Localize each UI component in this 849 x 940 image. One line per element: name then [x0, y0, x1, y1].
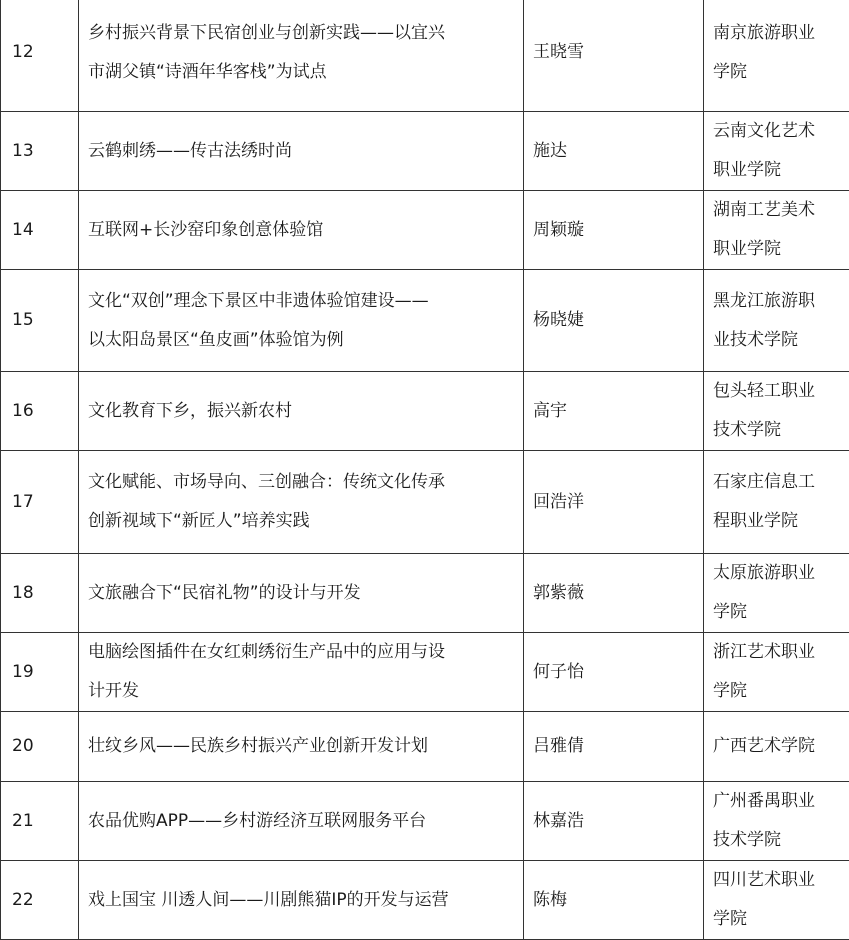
student-name: 吕雅倩: [524, 712, 704, 782]
school-name-line: 学院: [713, 672, 849, 711]
school-name: [704, 712, 849, 782]
student-name: 何子怡: [524, 633, 704, 712]
school-name-line: 云南文化艺术: [713, 112, 849, 151]
row-number: 15: [1, 270, 79, 372]
student-name: 王晓雪: [524, 0, 704, 112]
school-name-line: 南京旅游职业: [713, 14, 849, 53]
project-title-line: 壮纹乡风——民族乡村振兴产业创新开发计划: [88, 727, 523, 766]
project-title-line: 文化教育下乡，振兴新农村: [88, 392, 523, 431]
project-title-line: 以太阳岛景区“鱼皮画”体验馆为例: [88, 321, 523, 360]
project-title-line: 乡村振兴背景下民宿创业与创新实践——以宜兴: [88, 14, 523, 53]
school-name-line: 湖南工艺美术: [713, 191, 849, 230]
project-title-line: 文旅融合下“民宿礼物”的设计与开发: [88, 574, 523, 613]
project-title-line: 计开发: [88, 672, 523, 711]
table-row: [1, 782, 849, 861]
project-title-line: 戏上国宝 川透人间——川剧熊猫IP的开发与运营: [88, 881, 523, 920]
project-title-line: 农品优购APP——乡村游经济互联网服务平台: [88, 802, 523, 841]
school-name: [704, 633, 849, 712]
school-name-line: 技术学院: [713, 411, 849, 450]
project-title: [79, 451, 524, 554]
student-name: 周颖璇: [524, 191, 704, 270]
project-title-line: 云鹤刺绣——传古法绣时尚: [88, 132, 523, 171]
project-title: [79, 112, 524, 191]
school-name-line: 石家庄信息工: [713, 463, 849, 502]
project-title-line: 电脑绘图插件在女红刺绣衍生产品中的应用与设: [88, 633, 523, 672]
project-title: [79, 712, 524, 782]
school-name: [704, 372, 849, 451]
school-name-line: 技术学院: [713, 821, 849, 860]
project-title: [79, 0, 524, 112]
project-title-line: 创新视域下“新匠人”培养实践: [88, 502, 523, 541]
school-name-line: 包头轻工职业: [713, 372, 849, 411]
student-name: 郭紫薇: [524, 554, 704, 633]
school-name: [704, 861, 849, 940]
row-number: 22: [1, 861, 79, 940]
school-name: [704, 0, 849, 112]
project-title-line: 市湖父镇“诗酒年华客栈”为试点: [88, 53, 523, 92]
school-name-line: 学院: [713, 53, 849, 92]
project-title: [79, 191, 524, 270]
school-name-line: 职业学院: [713, 230, 849, 269]
school-name-line: 学院: [713, 593, 849, 632]
table-body: [1, 0, 849, 940]
student-name: 杨晓婕: [524, 270, 704, 372]
school-name-line: 浙江艺术职业: [713, 633, 849, 672]
row-number: 13: [1, 112, 79, 191]
table-row: [1, 554, 849, 633]
school-name: [704, 191, 849, 270]
school-name-line: 广州番禺职业: [713, 782, 849, 821]
school-name-line: 太原旅游职业: [713, 554, 849, 593]
school-name: [704, 451, 849, 554]
school-name: [704, 270, 849, 372]
project-title: [79, 372, 524, 451]
school-name: [704, 554, 849, 633]
project-title: [79, 270, 524, 372]
table-row: [1, 191, 849, 270]
table-row: [1, 633, 849, 712]
school-name-line: 广西艺术学院: [713, 727, 849, 766]
school-name-line: 程职业学院: [713, 502, 849, 541]
table-row: [1, 112, 849, 191]
project-title: [79, 782, 524, 861]
student-name: 高宇: [524, 372, 704, 451]
project-title: [79, 861, 524, 940]
school-name-line: 业技术学院: [713, 321, 849, 360]
project-title-line: 文化“双创”理念下景区中非遗体验馆建设——: [88, 282, 523, 321]
student-name: 施达: [524, 112, 704, 191]
table-row: [1, 270, 849, 372]
project-title-line: 文化赋能、市场导向、三创融合：传统文化传承: [88, 463, 523, 502]
row-number: 19: [1, 633, 79, 712]
row-number: 14: [1, 191, 79, 270]
school-name-line: 黑龙江旅游职: [713, 282, 849, 321]
student-name: 林嘉浩: [524, 782, 704, 861]
project-title-line: 互联网+长沙窑印象创意体验馆: [88, 211, 523, 250]
row-number: 21: [1, 782, 79, 861]
row-number: 12: [1, 0, 79, 112]
project-title: [79, 554, 524, 633]
student-name: 回浩洋: [524, 451, 704, 554]
row-number: 17: [1, 451, 79, 554]
table-row: [1, 712, 849, 782]
school-name-line: 四川艺术职业: [713, 861, 849, 900]
table-row: [1, 451, 849, 554]
school-name: [704, 782, 849, 861]
table-row: [1, 861, 849, 940]
student-name: 陈梅: [524, 861, 704, 940]
row-number: 18: [1, 554, 79, 633]
project-title: [79, 633, 524, 712]
row-number: 16: [1, 372, 79, 451]
table-row: [1, 372, 849, 451]
row-number: 20: [1, 712, 79, 782]
school-name: [704, 112, 849, 191]
school-name-line: 学院: [713, 900, 849, 939]
table-row: [1, 0, 849, 112]
school-name-line: 职业学院: [713, 151, 849, 190]
